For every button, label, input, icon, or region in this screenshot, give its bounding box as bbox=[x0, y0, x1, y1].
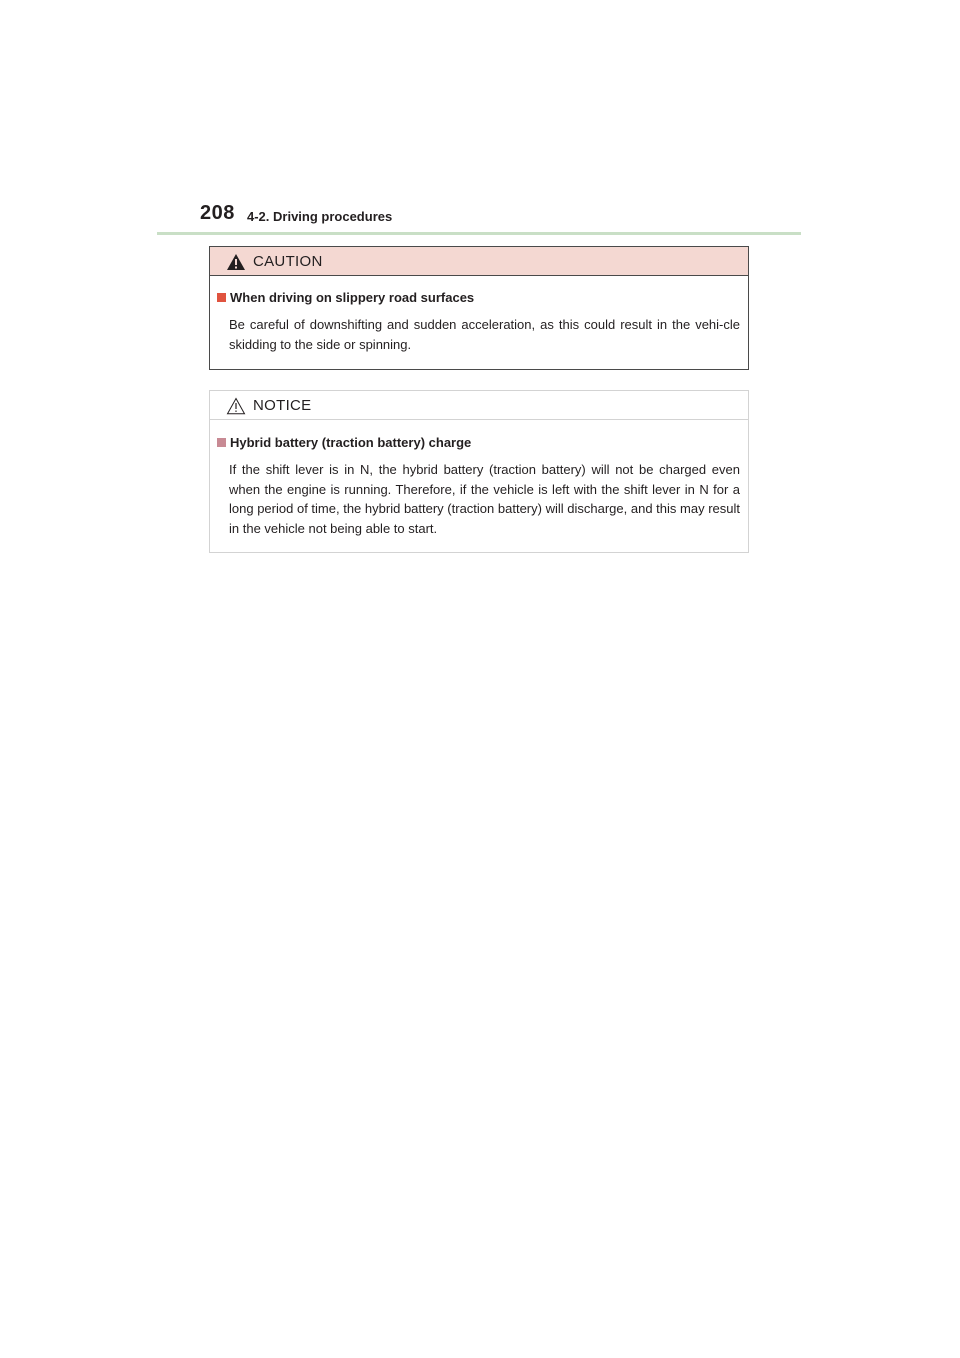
caution-item-body: Be careful of downshifting and sudden acceleration, as this could result in the vehi-cle skidding to the side or spinning. bbox=[229, 317, 740, 352]
notice-header bbox=[210, 391, 748, 420]
caution-heading-text: When driving on slippery road surfaces bbox=[230, 290, 475, 305]
notice-box bbox=[209, 390, 749, 553]
warning-triangle-filled-icon bbox=[226, 253, 246, 271]
header-divider bbox=[157, 232, 801, 235]
square-bullet-icon bbox=[217, 438, 226, 447]
section-title: 4-2. Driving procedures bbox=[247, 209, 393, 224]
caution-label: CAUTION bbox=[253, 253, 323, 270]
page-header bbox=[200, 202, 760, 232]
caution-box bbox=[209, 246, 749, 370]
page-number: 208 bbox=[200, 202, 235, 224]
notice-heading-text: Hybrid battery (traction battery) charge bbox=[230, 435, 472, 450]
notice-item-body: If the shift lever is in N, the hybrid battery (traction battery) will not be charged even when the engine is running. Therefore, if the vehicle is left with the shift lever in N for a long period of time, the hybrid battery (traction battery) will discharge, and this may result in the vehicle not being able to start. bbox=[229, 462, 740, 536]
square-bullet-icon bbox=[217, 293, 226, 302]
warning-triangle-outline-icon bbox=[226, 397, 246, 415]
caution-item-heading bbox=[217, 290, 474, 305]
notice-label: NOTICE bbox=[253, 397, 312, 414]
caution-header bbox=[210, 247, 748, 276]
notice-item-heading bbox=[217, 435, 471, 450]
